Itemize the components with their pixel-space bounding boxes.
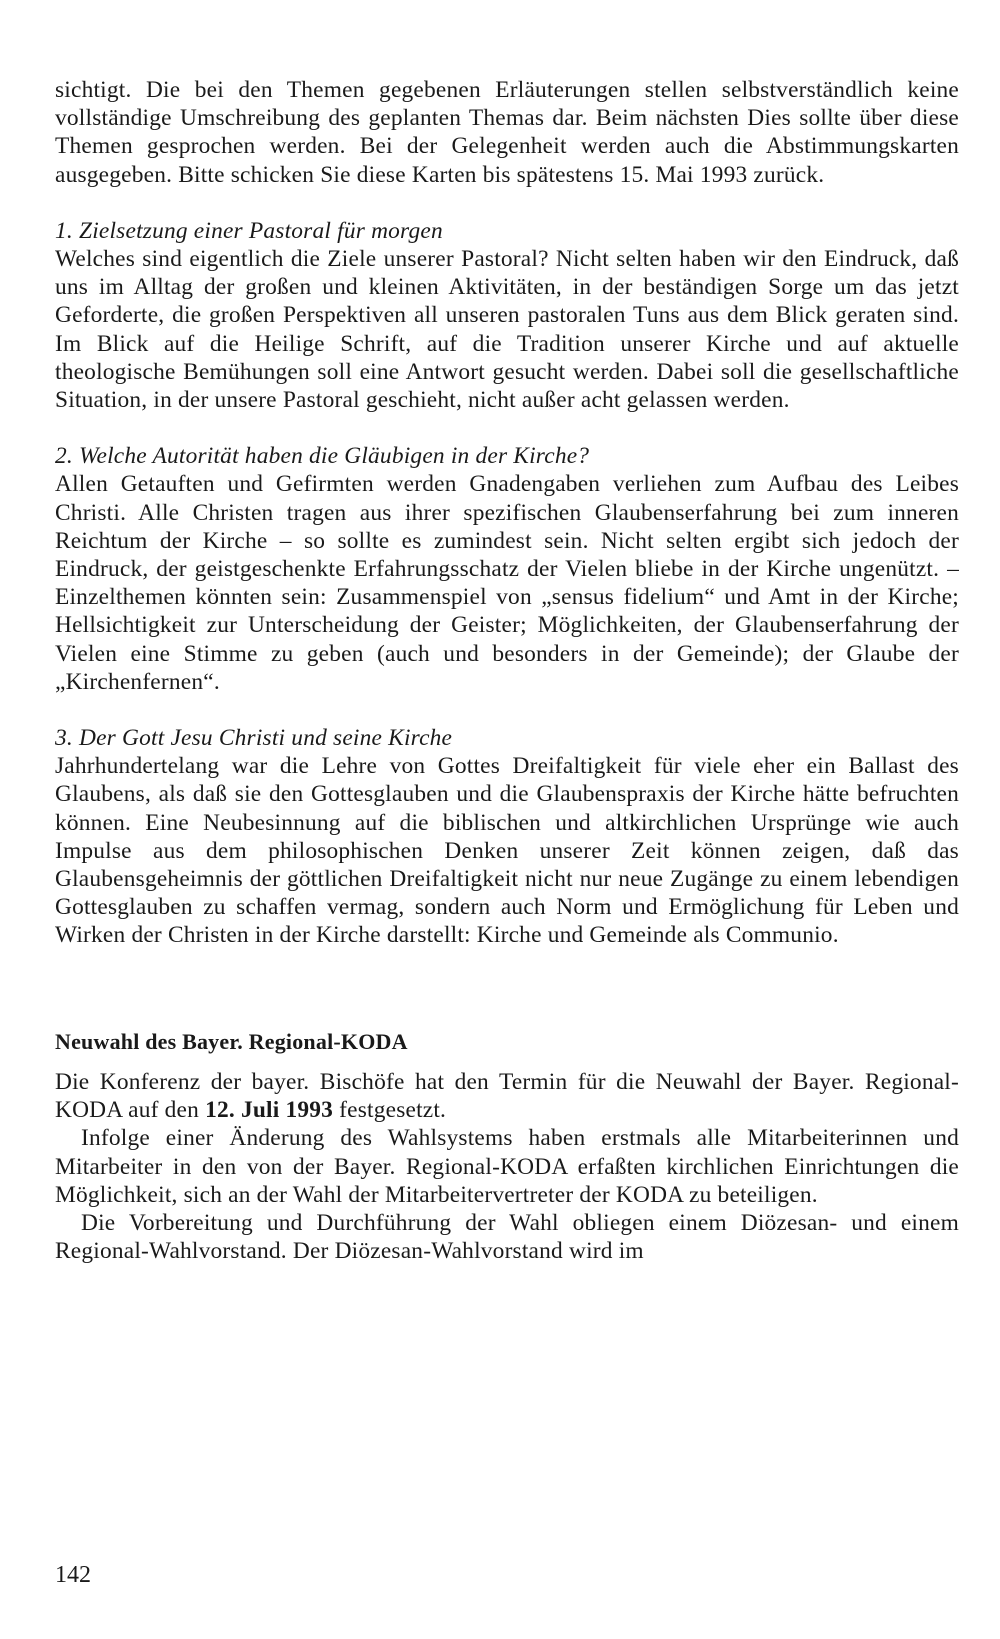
koda-heading: Neuwahl des Bayer. Regional-KODA [55, 1028, 408, 1054]
topic-3-title: 3. Der Gott Jesu Christi und seine Kirche [55, 725, 453, 752]
page-content [55, 76, 959, 1265]
topic-2-title: 2. Welche Autorität haben die Gläubigen in der Kirche? [55, 443, 590, 470]
koda-p1-end: festgesetzt. [333, 1097, 447, 1124]
topic-1-body: Welches sind eigentlich die Ziele unserer Pastoral? Nicht selten haben wir den Eindruck, daß uns im Alltag der großen und kleinen Aktivitäten, in der beständigen Sorge um das jetzt Geforderte, die großen Perspektiven all unseren pastoralen Tuns aus dem Blick geraten sind. Im Blick auf die Heilige Schrift, auf die Tradition unserer Kirche und auf aktuelle theologische Bemühungen soll eine Antwort gesucht werden. Dabei soll die gesellschaftliche Situation, in der unsere Pastoral geschieht, nicht außer acht gelassen werden. [55, 246, 959, 414]
koda-paragraph-2: Infolge einer Änderung des Wahlsystems haben erstmals alle Mitarbeiterinnen und Mitarbeiter in den von der Bayer. Regional-KODA erfaßten kirchlichen Einrichtungen die Möglichkeit, sich an der Wahl der Mitarbeitervertreter der KODA zu beteiligen. [55, 1125, 959, 1208]
koda-paragraph-3: Die Vorbereitung und Durchführung der Wahl obliegen einem Diözesan- und einem Regional-Wahlvorstand. Der Diözesan-Wahlvorstand wird im [55, 1209, 959, 1265]
koda-p1-text: Die Konferenz der bayer. Bischöfe hat den Termin für die Neuwahl der Bayer. Regional-KODA auf den [55, 1068, 959, 1124]
topic-1-title: 1. Zielsetzung einer Pastoral für morgen [55, 217, 443, 244]
intro-paragraph: sichtigt. Die bei den Themen gegebenen Erläuterungen stellen selbstverständlich keine vollständige Umschreibung des geplanten Themas dar. Beim nächsten Dies sollte über diese Themen gesprochen werden. Bei der Gelegenheit werden auch die Abstimmungskarten ausgegeben. Bitte schicken Sie diese Karten bis spätestens 15. Mai 1993 zurück. [55, 77, 959, 188]
topic-3-body: Jahrhundertelang war die Lehre von Gottes Dreifaltigkeit für viele eher ein Ballast des Glaubens, als daß sie den Gottesglauben und die Glaubenspraxis der Kirche hätte befruchten können. Eine Neubesinnung auf die biblischen und altkirchlichen Ursprünge wie auch Impulse aus dem philosophischen Denken unserer Zeit können zeigen, daß das Glaubensgeheimnis der göttlichen Dreifaltigkeit nicht nur neue Zugänge zu einem lebendigen Gottesglauben zu schaffen vermag, sondern auch Norm und Ermöglichung für Leben und Wirken der Christen in der Kirche darstellt: Kirche und Gemeinde als Communio. [55, 753, 959, 949]
koda-election-date: 12. Juli 1993 [205, 1097, 334, 1124]
topic-2-body: Allen Getauften und Gefirmten werden Gnadengaben verliehen zum Aufbau des Leibes Christi. Alle Christen tragen aus ihrer spezifischen Glaubenserfahrung bei zum inneren Reichtum der Kirche – so sollte es zumindest sein. Nicht selten ergibt sich jedoch der Eindruck, der geistgeschenkte Erfahrungsschatz der Vielen bliebe in der Kirche ungenützt. – Einzelthemen könnten sein: Zusammenspiel von „sensus fidelium“ und Amt in der Kirche; Hellsichtigkeit zur Unterscheidung der Geister; Möglichkeiten, der Glaubenserfahrung der Vielen eine Stimme zu geben (auch und besonders in der Gemeinde); der Glaube der „Kirchenfernen“. [55, 471, 959, 695]
topic-1 [55, 217, 959, 414]
koda-section [55, 1028, 959, 1266]
topic-3 [55, 724, 959, 950]
page-number: 142 [55, 1562, 91, 1588]
koda-paragraph-1 [55, 1068, 959, 1124]
topic-2 [55, 442, 959, 696]
